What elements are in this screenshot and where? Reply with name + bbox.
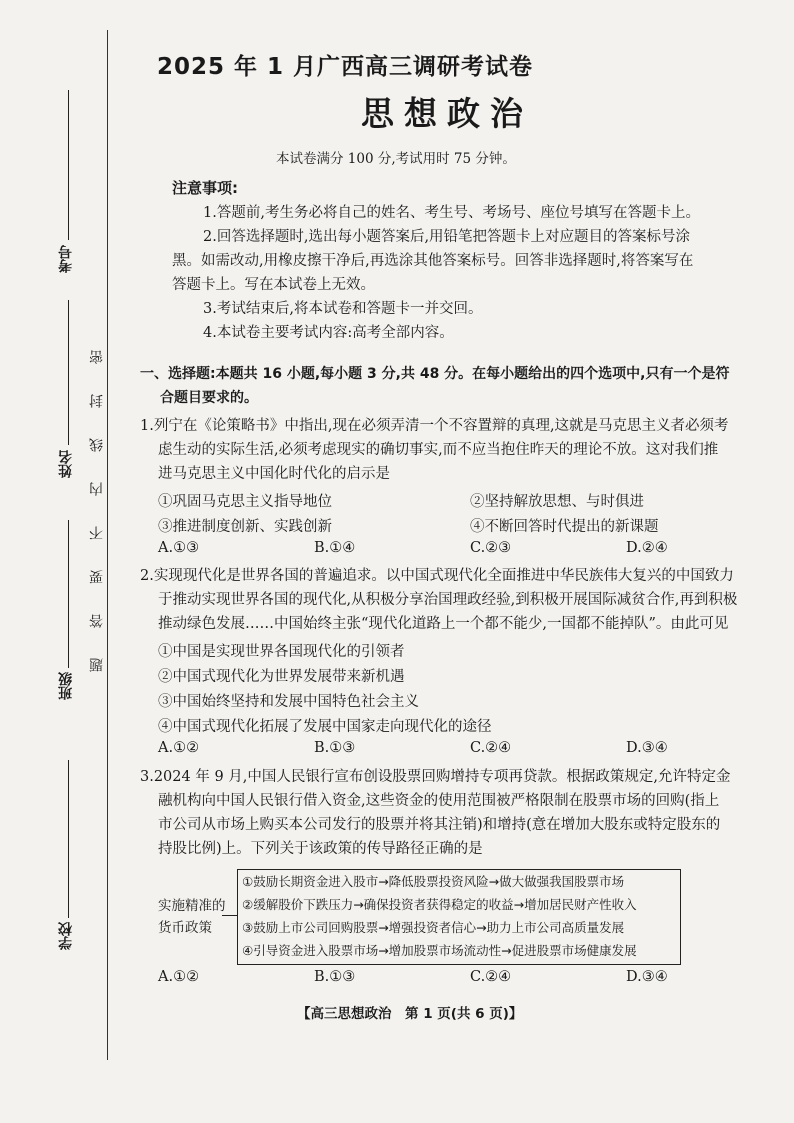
q1-stem: 进马克思主义中国化时代化的启示是	[158, 466, 390, 482]
seal-char: 密	[89, 350, 105, 364]
q3-stem: 融机构向中国人民银行借入资金,这些资金的使用范围被严格限制在股票市场的回购(指上	[158, 793, 720, 809]
path-option: ②缓解股价下跌压力→确保投资者获得稳定的收益→增加居民财产性收入	[242, 897, 637, 912]
note-line: 4.本试卷主要考试内容:高考全部内容。	[203, 325, 454, 341]
school-blank	[68, 760, 69, 918]
q2-stem: 推动绿色发展……中国始终主张“现代化道路上一个都不能少,一国都不能掉队”。由此可见	[158, 616, 729, 632]
note-line: 答题卡上。写在本试卷上无效。	[172, 277, 375, 293]
q1-stem: 虑生动的实际生活,必须考虑现实的确切事实,而不应当抱住昨天的理论不放。这对我们推	[158, 442, 719, 458]
q2-item: ②中国式现代化为世界发展带来新机遇	[158, 669, 405, 685]
q3-stem: 3.2024 年 9 月,中国人民银行宣布创设股票回购增持专项再贷款。根据政策规定,允许特定金	[140, 769, 731, 785]
q2-choice-c: C.②④	[470, 740, 512, 756]
section-heading: 一、选择题:本题共 16 小题,每小题 3 分,共 48 分。在每小题给出的四个选项中,只有一个是符	[140, 366, 730, 382]
flow-label: 货币政策	[158, 920, 212, 936]
path-option: ④引导资金进入股票市场→增加股票市场流动性→促进股票市场健康发展	[242, 943, 637, 958]
seal-char: 不	[89, 526, 105, 540]
q3-choice-d: D.③④	[626, 969, 668, 985]
q1-choice-b: B.①④	[314, 540, 356, 556]
note-line: 3.考试结束后,将本试卷和答题卡一并交回。	[203, 301, 483, 317]
q3-stem: 持股比例)上。下列关于该政策的传导路径正确的是	[158, 841, 483, 857]
q2-item: ①中国是实现世界各国现代化的引领者	[158, 644, 405, 660]
seal-char: 要	[89, 570, 105, 584]
q3-stem: 市公司从市场上购买本公司发行的股票并将其注销)和增持(意在增加大股东或特定股东的	[158, 817, 721, 833]
name-label: 姓名	[58, 450, 74, 478]
seal-char: 内	[89, 482, 105, 496]
q1-item: ③推进制度创新、实践创新	[158, 519, 332, 535]
q2-stem: 于推动实现世界各国的现代化,从积极分享治国理政经验,到积极开展国际减贫合作,再到积极	[158, 592, 738, 608]
exam-number-label: 考号	[58, 245, 74, 273]
q2-choice-b: B.①③	[314, 740, 356, 756]
name-blank	[68, 300, 69, 445]
note-line: 1.答题前,考生务必将自己的姓名、考生号、考场号、座位号填写在答题卡上。	[203, 205, 700, 221]
school-label: 学校	[58, 922, 74, 950]
page-footer: 【高三思想政治 第 1 页(共 6 页)】	[297, 1006, 523, 1022]
exam-number-blank	[68, 90, 69, 240]
q2-item: ④中国式现代化拓展了发展中国家走向现代化的途径	[158, 719, 492, 735]
q3-choice-c: C.②④	[470, 969, 512, 985]
q1-stem: 1.列宁在《论策略书》中指出,现在必须弄清一个不容置辩的真理,这就是马克思主义者必须考	[140, 418, 729, 434]
q1-choice-c: C.②③	[470, 540, 512, 556]
q2-choice-a: A.①②	[158, 740, 200, 756]
q1-choice-d: D.②④	[626, 540, 668, 556]
score-info: 本试卷满分 100 分,考试用时 75 分钟。	[276, 151, 516, 167]
q3-choice-b: B.①③	[314, 969, 356, 985]
seal-char: 答	[89, 614, 105, 628]
path-option: ①鼓励长期资金进入股市→降低股票投资风险→做大做强我国股票市场	[242, 874, 625, 889]
q1-item: ①巩固马克思主义指导地位	[158, 494, 332, 510]
q1-item: ④不断回答时代提出的新课题	[470, 519, 659, 535]
policy-path-box	[237, 869, 681, 965]
seal-line-text	[85, 335, 109, 687]
seal-char: 封	[89, 394, 105, 408]
flow-connector	[222, 915, 237, 916]
binding-margin	[0, 0, 120, 1060]
q3-choice-a: A.①②	[158, 969, 200, 985]
seal-char: 题	[89, 658, 105, 672]
flow-label: 实施精准的	[158, 898, 226, 914]
note-line: 2.回答选择题时,选出每小题答案后,用铅笔把答题卡上对应题目的答案标号涂	[203, 229, 691, 245]
path-option: ③鼓励上市公司回购股票→增强投资者信心→助力上市公司高质量发展	[242, 920, 625, 935]
class-label: 班级	[58, 672, 74, 700]
q2-item: ③中国始终坚持和发展中国特色社会主义	[158, 694, 419, 710]
notes-heading: 注意事项:	[172, 179, 238, 197]
seal-char: 线	[89, 438, 105, 452]
q2-choice-d: D.③④	[626, 740, 668, 756]
exam-title: 2025 年 1 月广西高三调研考试卷	[157, 54, 534, 80]
q1-item: ②坚持解放思想、与时俱进	[470, 494, 644, 510]
subject-title: 思想政治	[361, 94, 533, 133]
q2-stem: 2.实现现代化是世界各国的普遍追求。以中国式现代化全面推进中华民族伟大复兴的中国致力	[140, 568, 734, 584]
class-blank	[68, 520, 69, 668]
q1-choice-a: A.①③	[158, 540, 200, 556]
section-heading-cont: 合题目要求的。	[160, 390, 258, 406]
note-line: 黑。如需改动,用橡皮擦干净后,再选涂其他答案标号。回答非选择题时,将答案写在	[172, 253, 694, 269]
